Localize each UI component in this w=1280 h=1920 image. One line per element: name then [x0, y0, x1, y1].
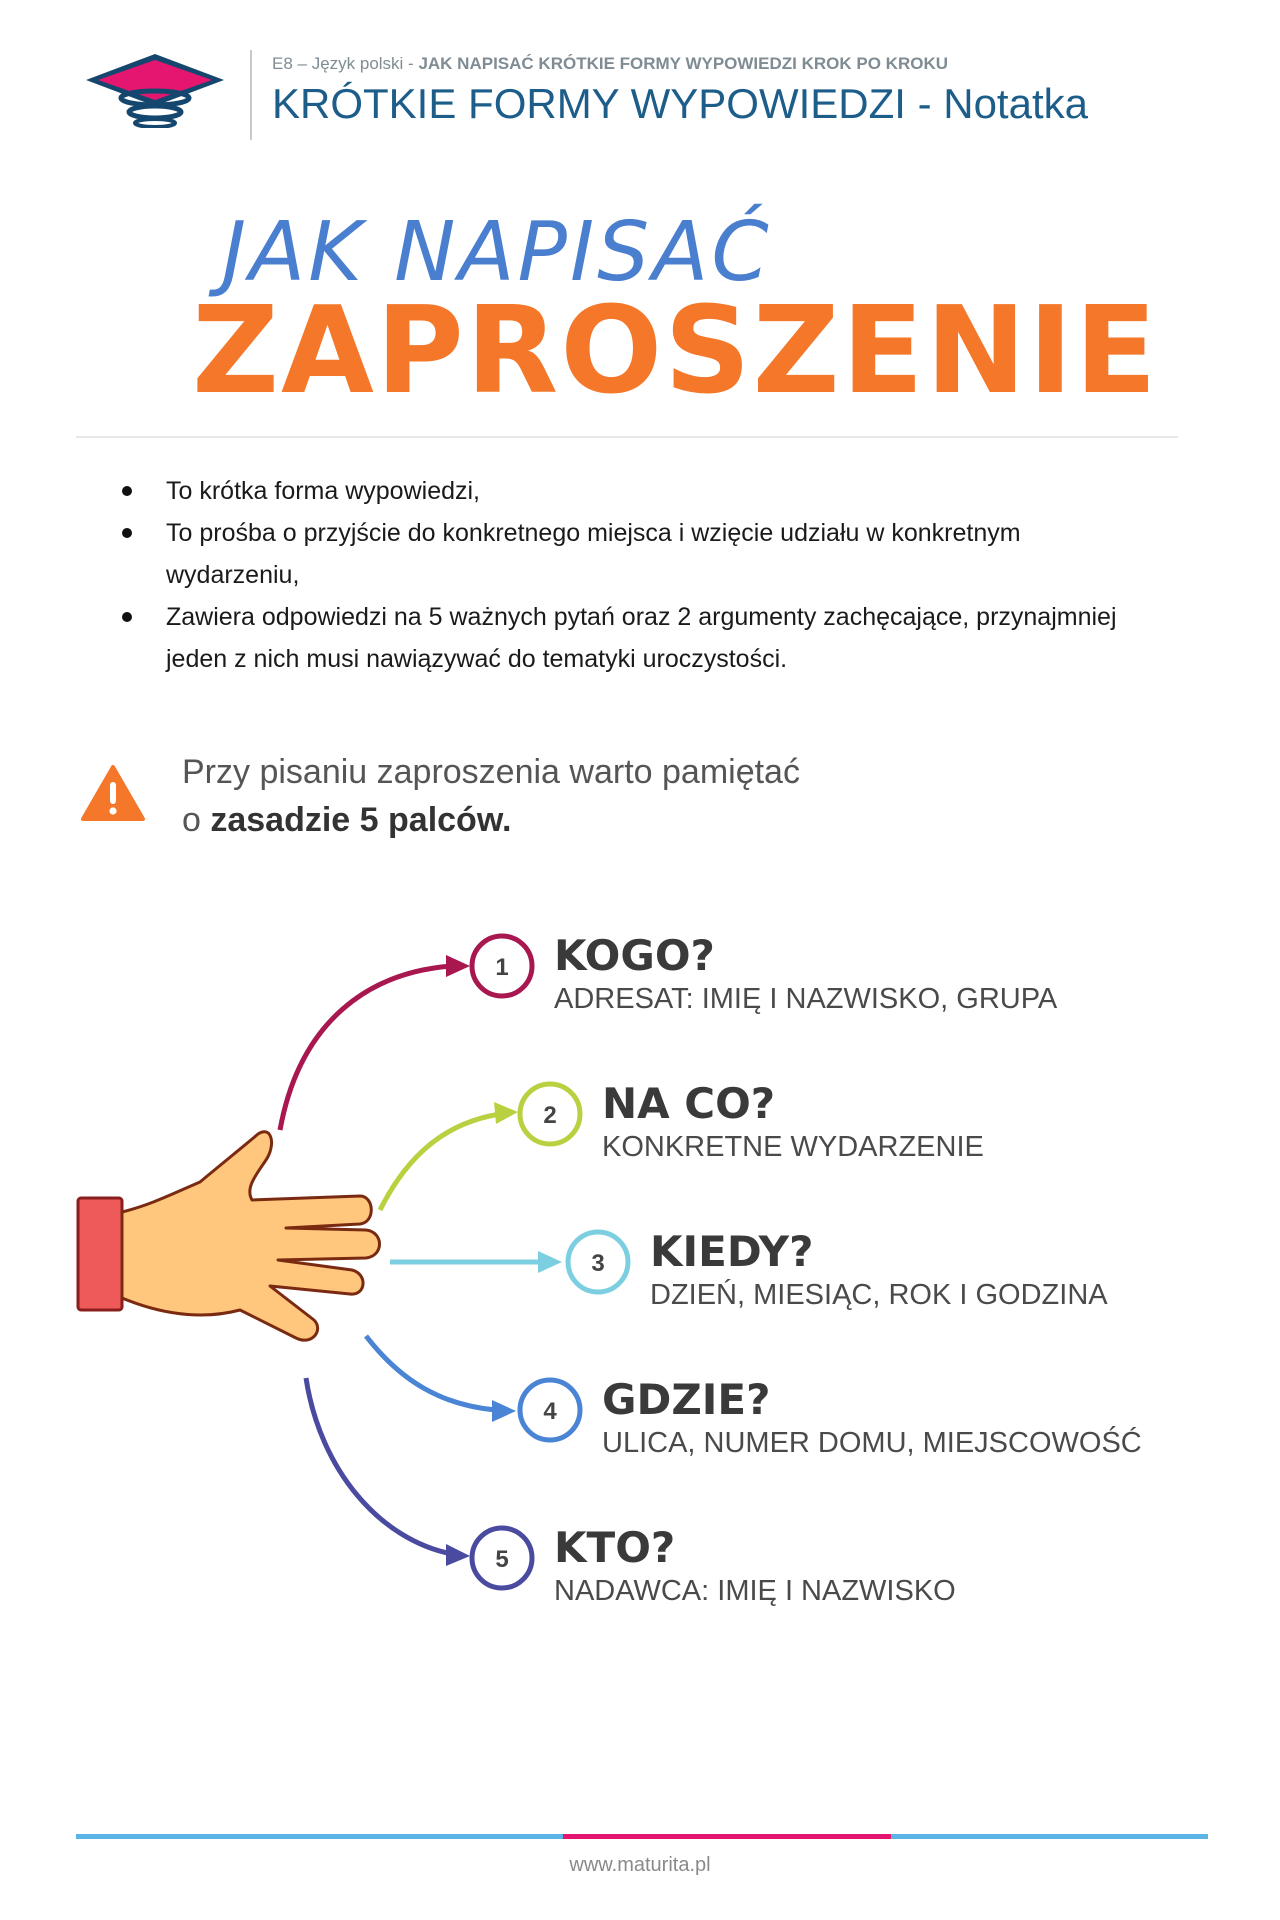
finger-arrow-2 [380, 1102, 518, 1210]
header-divider [250, 50, 252, 140]
hero-line-1: JAK NAPISAĆ [222, 205, 772, 300]
finger-marker-1 [472, 936, 532, 996]
finger-number-3: 3 [591, 1250, 605, 1277]
finger-desc-3: DZIEŃ, MIESIĄC, ROK I GODZINA [650, 1279, 1108, 1311]
finger-desc-4: ULICA, NUMER DOMU, MIEJSCOWOŚĆ [602, 1427, 1142, 1459]
finger-desc-2: KONKRETNE WYDARZENIE [602, 1131, 984, 1163]
warning-text [182, 748, 800, 844]
finger-arrow-1 [280, 955, 470, 1130]
finger-number-2: 2 [543, 1102, 557, 1129]
finger-arrow-3 [390, 1251, 562, 1273]
finger-arrow-4 [366, 1336, 516, 1422]
footer-url[interactable]: www.maturita.pl [569, 1854, 711, 1876]
bullet-item: To krótka forma wypowiedzi, [120, 470, 1140, 512]
finger-title-3: KIEDY? [650, 1227, 814, 1276]
warning-line-1: Przy pisaniu zaproszenia warto pamiętać [182, 753, 800, 791]
warning-bold: zasadzie 5 palców. [210, 801, 512, 839]
finger-title-1: KOGO? [554, 931, 715, 980]
subtitle-prefix: E8 – Język polski - [272, 54, 419, 73]
five-fingers-diagram [0, 900, 1280, 1620]
finger-desc-5: NADAWCA: IMIĘ I NAZWISKO [554, 1575, 956, 1607]
finger-title-5: KTO? [554, 1523, 676, 1572]
finger-arrow-5 [306, 1378, 470, 1566]
finger-title-4: GDZIE? [602, 1375, 771, 1424]
footer-divider [76, 1834, 1208, 1839]
hero-divider [76, 436, 1178, 438]
hand-icon [78, 1132, 380, 1340]
bullet-item: Zawiera odpowiedzi na 5 ważnych pytań oraz 2 argumenty zachęcające, przynajmniej jeden z nich musi nawiązywać do tematyki uroczystości. [120, 596, 1140, 680]
finger-marker-2 [520, 1084, 580, 1144]
warning-line-2 [182, 796, 800, 844]
finger-marker-3 [568, 1232, 628, 1292]
finger-number-4: 4 [543, 1398, 557, 1425]
bullet-list [120, 470, 1140, 680]
warning-icon [80, 764, 146, 822]
warning-prefix: o [182, 801, 211, 839]
bullet-item: To prośba o przyjście do konkretnego miejsca i wzięcie udziału w konkretnym wydarzeniu, [120, 512, 1140, 596]
finger-number-5: 5 [495, 1546, 509, 1573]
header-subtitle [272, 54, 948, 74]
header-title: KRÓTKIE FORMY WYPOWIEDZI - Notatka [272, 80, 1088, 127]
hero-line-2: ZAPROSZENIE [192, 282, 1159, 421]
subtitle-strong: JAK NAPISAĆ KRÓTKIE FORMY WYPOWIEDZI KROK PO KROKU [418, 54, 948, 73]
maturita-logo [82, 50, 228, 128]
finger-desc-1: ADRESAT: IMIĘ I NAZWISKO, GRUPA [554, 983, 1058, 1015]
finger-title-2: NA CO? [602, 1079, 776, 1128]
finger-marker-4 [520, 1380, 580, 1440]
finger-marker-5 [472, 1528, 532, 1588]
finger-number-1: 1 [495, 954, 509, 981]
